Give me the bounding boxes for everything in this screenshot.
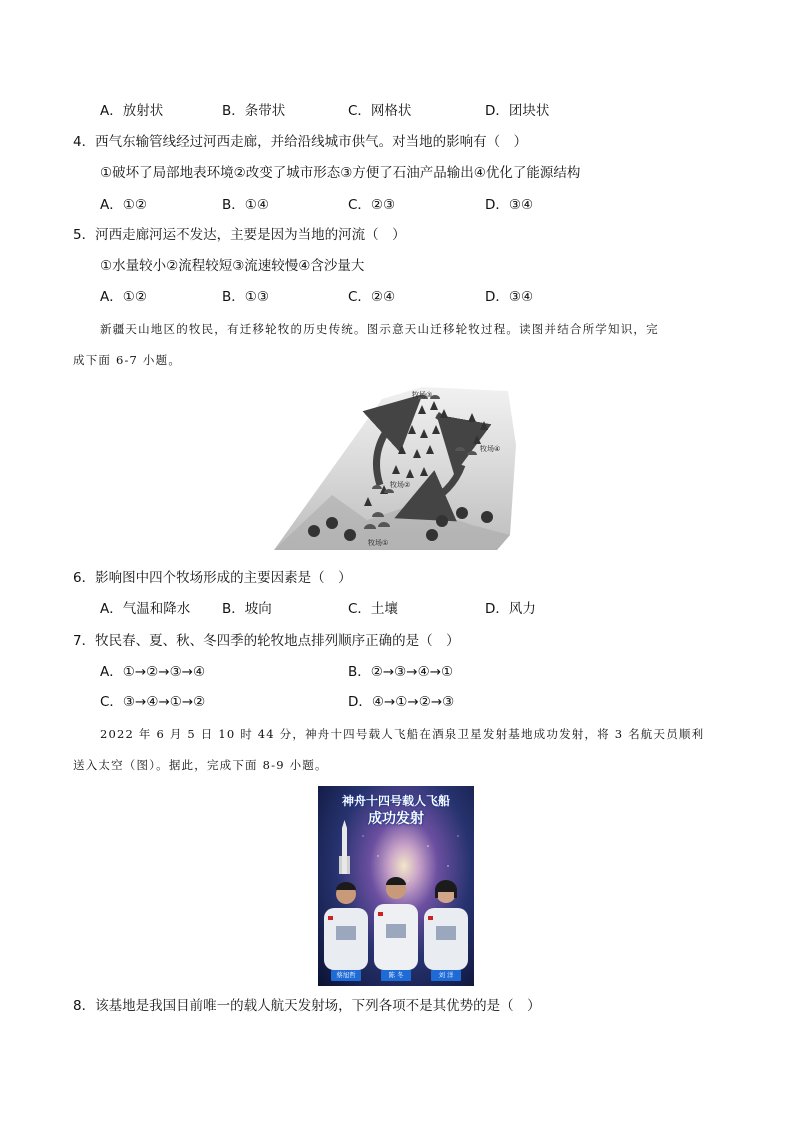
q3-option-a: A．放射状 <box>100 103 164 119</box>
shenzhou-14-poster <box>318 786 474 986</box>
q4-option-d: D．③④ <box>485 197 534 213</box>
q6-option-d: D．风力 <box>485 601 536 617</box>
intro-8-9-line2: 送入太空（图）。据此，完成下面 8-9 小题。 <box>73 758 328 772</box>
astronaut-name-1: 蔡旭哲 <box>331 970 361 981</box>
q6-option-b: B．坡向 <box>222 601 272 617</box>
grazing-map-svg <box>272 385 517 553</box>
astronaut-name-3: 刘 洋 <box>431 970 461 981</box>
astronaut-1 <box>324 882 368 970</box>
q4-option-c: C．②③ <box>348 197 396 213</box>
q4-stem: 4．西气东输管线经过河西走廊，并给沿线城市供气。对当地的影响有（ ） <box>73 134 528 150</box>
q7-option-a: A．①→②→③→④ <box>100 664 206 680</box>
poster-title-line2: 成功发射 <box>368 811 424 827</box>
q7-option-b: B．②→③→④→① <box>348 664 454 680</box>
q5-option-c: C．②④ <box>348 289 396 305</box>
q6-option-a: A．气温和降水 <box>100 601 191 617</box>
q3-option-c: C．网格状 <box>348 103 412 119</box>
q6-option-c: C．土壤 <box>348 601 398 617</box>
q5-option-a: A．①② <box>100 289 147 305</box>
astronaut-2 <box>374 877 418 970</box>
q5-option-b: B．①③ <box>222 289 269 305</box>
label-pasture-2: 牧场② <box>390 481 411 489</box>
tianshan-grazing-map <box>272 385 517 553</box>
rocket-icon <box>339 820 350 874</box>
q4-items: ①破坏了局部地表环境②改变了城市形态③方便了石油产品输出④优化了能源结构 <box>100 165 581 181</box>
q7-option-d: D．④→①→②→③ <box>348 694 455 710</box>
q8-stem: 8．该基地是我国目前唯一的载人航天发射场，下列各项不是其优势的是（ ） <box>73 998 541 1014</box>
label-pasture-3: 牧场③ <box>412 391 433 399</box>
q7-option-c: C．③→④→①→② <box>100 694 206 710</box>
q4-option-a: A．①② <box>100 197 147 213</box>
label-pasture-4: 牧场④ <box>480 445 501 453</box>
intro-8-9-line1: 2022 年 6 月 5 日 10 时 44 分，神舟十四号载人飞船在酒泉卫星发射基地成功发射，将 3 名航天员顺利 <box>100 727 705 741</box>
q5-items: ①水量较小②流程较短③流速较慢④含沙量大 <box>100 258 365 274</box>
q6-stem: 6．影响图中四个牧场形成的主要因素是（ ） <box>73 570 352 586</box>
q3-option-d: D．团块状 <box>485 103 550 119</box>
q4-option-b: B．①④ <box>222 197 269 213</box>
poster-art <box>318 786 474 986</box>
q3-option-b: B．条带状 <box>222 103 286 119</box>
poster-title-line1: 神舟十四号载人飞船 <box>341 794 450 808</box>
astronaut-name-2: 陈 冬 <box>381 970 411 981</box>
q5-option-d: D．③④ <box>485 289 534 305</box>
intro-6-7-line1: 新疆天山地区的牧民，有迁移轮牧的历史传统。图示意天山迁移轮牧过程。读图并结合所学知识，完 <box>100 322 659 336</box>
label-pasture-1: 牧场① <box>368 539 389 547</box>
q7-stem: 7．牧民春、夏、秋、冬四季的轮牧地点排列顺序正确的是（ ） <box>73 633 460 649</box>
intro-6-7-line2: 成下面 6-7 小题。 <box>73 353 182 367</box>
astronaut-3 <box>424 880 468 970</box>
q5-stem: 5．河西走廊河运不发达，主要是因为当地的河流（ ） <box>73 227 406 243</box>
